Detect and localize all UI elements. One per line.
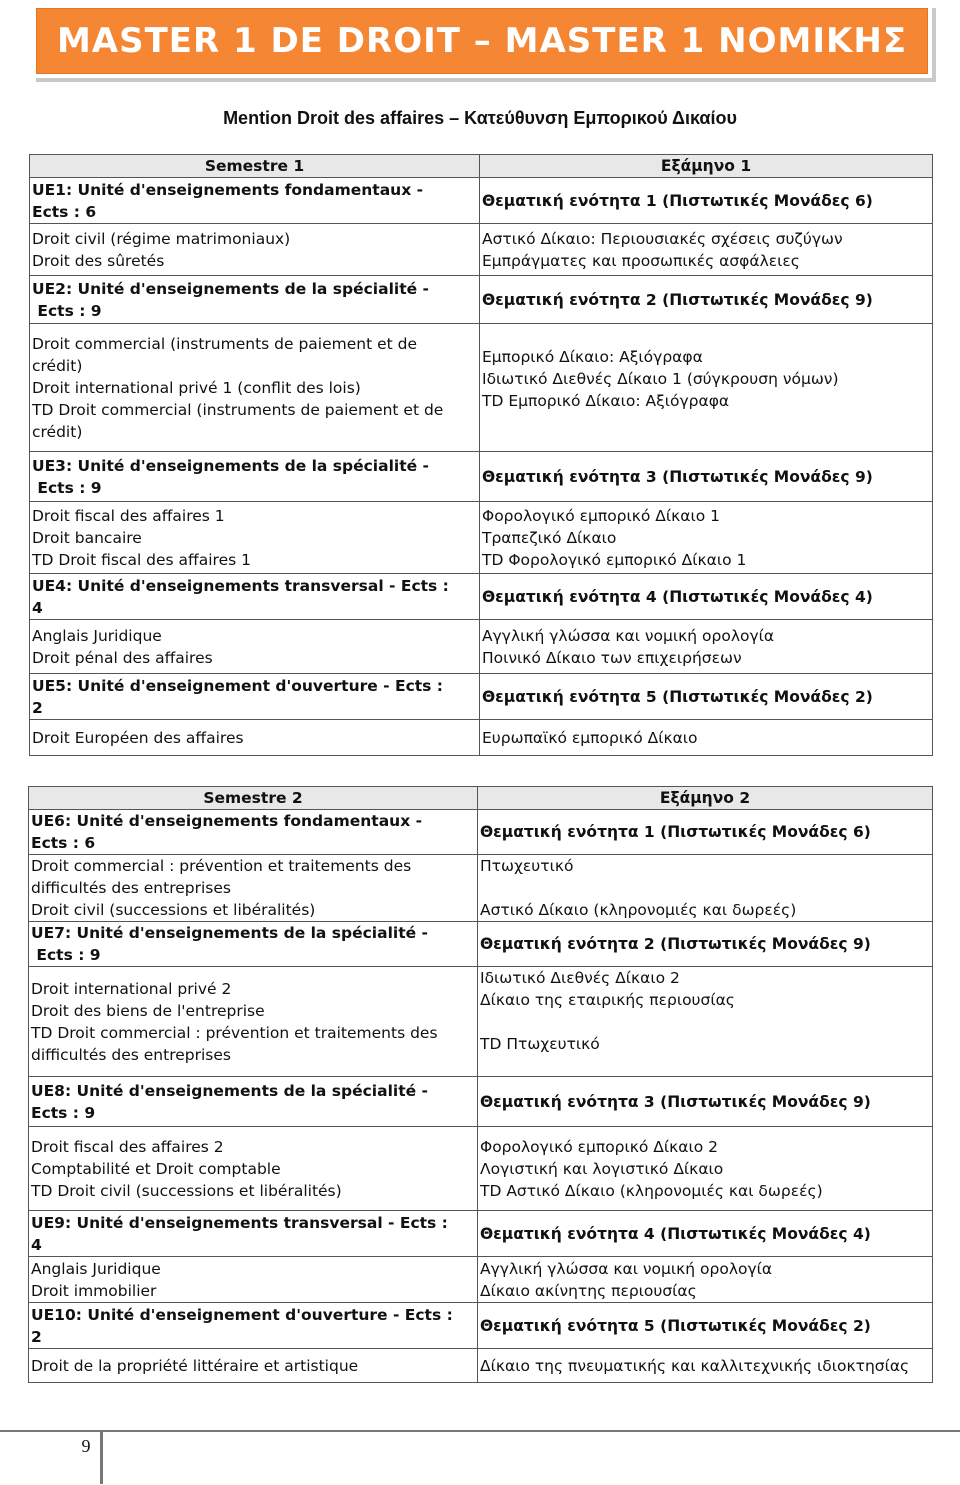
ue-title: [30, 276, 480, 324]
ue-title-line: UE9: Unité d'enseignements transversal - Ects :: [31, 1213, 448, 1232]
course-row: [29, 1127, 933, 1211]
course-fr: Droit fiscal des affaires 2: [31, 1137, 224, 1156]
title-banner-fill: [36, 8, 928, 74]
courses-fr: [29, 855, 478, 922]
theme-title: Θεματική ενότητα 1 (Πιστωτικές Μονάδες 6): [478, 810, 933, 855]
ue-title-line: UE5: Unité d'enseignement d'ouverture - Ects :: [32, 676, 444, 695]
courses-fr: [30, 720, 480, 756]
course-fr: TD Droit civil (successions et libéralités): [31, 1181, 342, 1200]
theme-title: Θεματική ενότητα 3 (Πιστωτικές Μονάδες 9): [478, 1077, 933, 1127]
ue-title-line: UE8: Unité d'enseignements de la spécialité -: [31, 1081, 428, 1100]
ue-title-line: UE3: Unité d'enseignements de la spécialité -: [32, 456, 429, 475]
course-gr: Δίκαιο της εταιρικής περιουσίας: [480, 991, 735, 1009]
course-fr: crédit): [32, 422, 83, 441]
courses-gr: [478, 855, 933, 922]
theme-title: Θεματική ενότητα 5 (Πιστωτικές Μονάδες 2): [480, 674, 933, 720]
semester2-gr-header: Εξάμηνο 2: [478, 787, 933, 810]
course-gr: TD Φορολογικό εμπορικό Δίκαιο 1: [482, 550, 747, 569]
theme-title: Θεματική ενότητα 2 (Πιστωτικές Μονάδες 9): [480, 276, 933, 324]
course-gr: [480, 1011, 930, 1033]
semester1-table: [29, 154, 933, 756]
ue-ects-line: Ects : 9: [32, 301, 102, 320]
ue-title: [29, 1077, 478, 1127]
course-gr: Δίκαιο ακίνητης περιουσίας: [480, 1281, 697, 1300]
course-fr: Anglais Juridique: [32, 626, 162, 645]
courses-fr: [30, 620, 480, 674]
course-fr: Comptabilité et Droit comptable: [31, 1159, 281, 1178]
ue-title: [30, 674, 480, 720]
ue-row: [30, 574, 933, 620]
theme-title: Θεματική ενότητα 1 (Πιστωτικές Μονάδες 6): [480, 178, 933, 224]
course-fr: Droit international privé 2: [31, 979, 232, 998]
ue-title-line: UE1: Unité d'enseignements fondamentaux -: [32, 180, 424, 199]
course-gr: Ιδιωτικό Διεθνές Δίκαιο 1 (σύγκρουση νόμων): [482, 370, 839, 388]
courses-gr: [480, 324, 933, 452]
mention-subtitle: Mention Droit des affaires – Κατεύθυνση Εμπορικού Δικαίου: [223, 108, 737, 128]
course-row: [30, 324, 933, 452]
page-title: MASTER 1 DE DROIT – MASTER 1 ΝΟΜΙΚΗΣ: [56, 21, 908, 61]
semester1-fr-header: Semestre 1: [30, 155, 480, 178]
course-gr: Φορολογικό εμπορικό Δίκαιο 1: [482, 506, 721, 525]
course-row: [29, 1257, 933, 1303]
courses-gr: [480, 720, 933, 756]
courses-fr: [29, 1257, 478, 1303]
course-row: [30, 224, 933, 276]
course-fr: Droit international privé 1 (conflit des lois): [32, 378, 361, 397]
semester1-header-row: [30, 155, 933, 178]
ue-ects-line: Ects : 9: [31, 946, 101, 964]
ue-title-line: UE7: Unité d'enseignements de la spécialité -: [31, 924, 428, 942]
courses-gr: [480, 502, 933, 574]
ue-title: [30, 452, 480, 502]
course-fr: difficultés des entreprises: [31, 1045, 231, 1064]
course-gr: Αγγλική γλώσσα και νομική ορολογία: [482, 626, 775, 645]
course-fr: difficultés des entreprises: [31, 879, 231, 897]
course-fr: crédit): [32, 356, 83, 375]
ue-row: [29, 922, 933, 967]
course-gr: Εμπράγματες και προσωπικές ασφάλειες: [482, 251, 800, 270]
courses-fr: [29, 1349, 478, 1383]
course-gr: Πτωχευτικό: [480, 857, 574, 875]
ue-row: [29, 1211, 933, 1257]
course-gr: Ποινικό Δίκαιο των επιχειρήσεων: [482, 648, 742, 667]
ue-ects-line: 4: [32, 598, 43, 617]
course-fr: Droit pénal des affaires: [32, 648, 213, 667]
courses-gr: [478, 967, 933, 1077]
courses-gr: [480, 620, 933, 674]
ue-title-line: UE2: Unité d'enseignements de la spécialité -: [32, 279, 429, 298]
course-fr: Droit civil (régime matrimoniaux): [32, 229, 291, 248]
ue-ects-line: Ects : 6: [31, 834, 96, 852]
ue-title: [29, 922, 478, 967]
ue-title: [29, 810, 478, 855]
course-fr: Droit bancaire: [32, 528, 142, 547]
course-fr: Droit fiscal des affaires 1: [32, 506, 225, 525]
course-fr: Droit commercial : prévention et traitements des: [31, 857, 412, 875]
course-fr: Droit immobilier: [31, 1281, 157, 1300]
ue-row: [29, 1303, 933, 1349]
ue-row: [29, 1077, 933, 1127]
ue-ects-line: 2: [32, 698, 43, 717]
theme-title: Θεματική ενότητα 2 (Πιστωτικές Μονάδες 9): [478, 922, 933, 967]
ue-title-line: UE10: Unité d'enseignement d'ouverture - Ects :: [31, 1305, 453, 1324]
course-gr: Ευρωπαϊκό εμπορικό Δίκαιο: [482, 728, 698, 747]
courses-gr: [478, 1127, 933, 1211]
page-number: 9: [81, 1436, 91, 1456]
course-gr: TD Εμπορικό Δίκαιο: Αξιόγραφα: [482, 392, 730, 410]
courses-fr: [30, 502, 480, 574]
course-row: [30, 502, 933, 574]
course-gr: Φορολογικό εμπορικό Δίκαιο 2: [480, 1137, 719, 1156]
course-gr: Δίκαιο της πνευματικής και καλλιτεχνικής ιδιοκτησίας: [480, 1356, 910, 1375]
course-row: [30, 720, 933, 756]
ue-title: [30, 574, 480, 620]
course-row: [29, 1349, 933, 1383]
ue-title: [29, 1211, 478, 1257]
course-gr: Αγγλική γλώσσα και νομική ορολογία: [480, 1259, 773, 1278]
course-gr: Εμπορικό Δίκαιο: Αξιόγραφα: [482, 348, 703, 366]
ue-ects-line: 2: [31, 1327, 42, 1346]
ue-row: [30, 178, 933, 224]
ue-ects-line: 4: [31, 1235, 42, 1254]
course-row: [29, 855, 933, 922]
course-fr: TD Droit commercial : prévention et traitements des: [31, 1023, 438, 1042]
courses-fr: [30, 324, 480, 452]
course-gr: Ιδιωτικό Διεθνές Δίκαιο 2: [480, 969, 680, 987]
semester1-gr-header: Εξάμηνο 1: [480, 155, 933, 178]
title-banner: [32, 4, 932, 78]
course-gr: Αστικό Δίκαιο: Περιουσιακές σχέσεις συζύγων: [482, 229, 843, 248]
ue-ects-line: Ects : 9: [32, 478, 102, 497]
course-fr: Droit des biens de l'entreprise: [31, 1001, 265, 1020]
courses-fr: [29, 1127, 478, 1211]
course-fr: Droit de la propriété littéraire et artistique: [31, 1356, 359, 1375]
course-gr: Αστικό Δίκαιο (κληρονομιές και δωρεές): [480, 901, 797, 919]
ue-row: [29, 810, 933, 855]
course-fr: TD Droit commercial (instruments de paiement et de: [32, 400, 444, 419]
ue-title-line: UE6: Unité d'enseignements fondamentaux -: [31, 812, 423, 830]
semester2-fr-header: Semestre 2: [29, 787, 478, 810]
course-fr: Droit Européen des affaires: [32, 728, 244, 747]
ue-title: [29, 1303, 478, 1349]
footer-divider: [100, 1432, 103, 1484]
courses-fr: [30, 224, 480, 276]
course-gr: Τραπεζικό Δίκαιο: [482, 528, 617, 547]
course-row: [29, 967, 933, 1077]
footer-rule: [0, 1430, 960, 1432]
courses-gr: [478, 1349, 933, 1383]
courses-gr: [478, 1257, 933, 1303]
course-row: [30, 620, 933, 674]
ue-ects-line: Ects : 6: [32, 202, 97, 221]
ue-ects-line: Ects : 9: [31, 1103, 96, 1122]
theme-title: Θεματική ενότητα 3 (Πιστωτικές Μονάδες 9): [480, 452, 933, 502]
ue-row: [30, 276, 933, 324]
course-fr: TD Droit fiscal des affaires 1: [32, 550, 251, 569]
theme-title: Θεματική ενότητα 4 (Πιστωτικές Μονάδες 4): [478, 1211, 933, 1257]
courses-gr: [480, 224, 933, 276]
ue-row: [30, 452, 933, 502]
course-gr: TD Πτωχευτικό: [480, 1035, 600, 1053]
ue-row: [30, 674, 933, 720]
course-fr: Droit des sûretés: [32, 251, 165, 270]
theme-title: Θεματική ενότητα 5 (Πιστωτικές Μονάδες 2): [478, 1303, 933, 1349]
ue-title: [30, 178, 480, 224]
course-gr: [480, 877, 930, 899]
course-gr: TD Αστικό Δίκαιο (κληρονομιές και δωρεές): [480, 1181, 823, 1200]
semester2-table: [28, 786, 933, 1383]
course-fr: Droit commercial (instruments de paiement et de: [32, 334, 418, 353]
course-fr: Droit civil (successions et libéralités): [31, 901, 316, 919]
theme-title: Θεματική ενότητα 4 (Πιστωτικές Μονάδες 4): [480, 574, 933, 620]
courses-fr: [29, 967, 478, 1077]
course-fr: Anglais Juridique: [31, 1259, 161, 1278]
semester2-header-row: [29, 787, 933, 810]
ue-title-line: UE4: Unité d'enseignements transversal - Ects :: [32, 576, 449, 595]
course-gr: Λογιστική και λογιστικό Δίκαιο: [480, 1159, 724, 1178]
